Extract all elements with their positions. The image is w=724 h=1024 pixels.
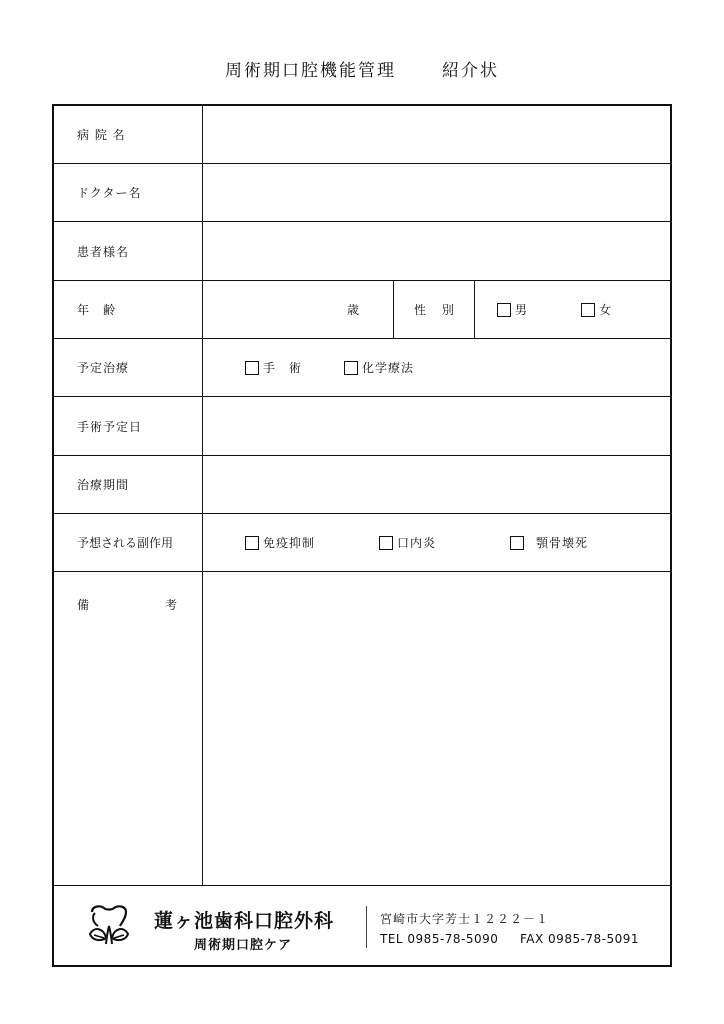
option-necrosis-label: 顎骨壊死 [536,536,589,550]
clinic-footer [54,886,670,965]
field-doctor[interactable] [203,164,670,221]
option-chemo[interactable] [344,339,414,396]
title-sub: 紹介状 [442,61,499,81]
clinic-tel: TEL 0985-78-5090 [380,932,499,946]
checkbox-stomatitis[interactable] [379,536,393,550]
row-period [54,456,670,514]
option-stomatitis-label: 口内炎 [397,536,437,550]
footer-divider [366,906,367,948]
row-side-effects [54,514,670,572]
checkbox-immuno[interactable] [245,536,259,550]
label-remarks-1: 備 [77,598,90,612]
field-period[interactable] [203,456,670,513]
checkbox-male[interactable] [497,303,511,317]
label-sex: 性 別 [414,303,460,317]
row-remarks [54,572,670,886]
label-remarks-2: 考 [165,598,178,612]
label-doctor: ドクター名 [54,164,203,221]
clinic-address: 宮崎市大字芳士１２２２－１ [380,912,550,926]
field-age[interactable] [203,281,670,338]
checkbox-chemo[interactable] [344,361,358,375]
option-stomatitis[interactable] [379,514,436,571]
row-surgery-date [54,397,670,456]
option-surgery[interactable] [245,339,302,396]
label-side-effects: 予想される副作用 [54,514,203,571]
option-immuno-label: 免疫抑制 [263,536,316,550]
option-immuno[interactable] [245,514,315,571]
checkbox-surgery[interactable] [245,361,259,375]
clinic-subtitle: 周術期口腔ケア [194,938,293,953]
row-doctor [54,164,670,222]
referral-form [52,104,672,967]
field-patient[interactable] [203,222,670,280]
checkbox-necrosis[interactable] [510,536,524,550]
option-necrosis[interactable] [510,514,588,571]
label-plan: 予定治療 [54,339,203,396]
title-main: 周術期口腔機能管理 [225,61,396,81]
checkbox-female[interactable] [581,303,595,317]
label-age: 年 齢 [54,281,203,338]
divider-age-sex [393,281,394,338]
label-hospital: 病 院 名 [54,106,203,163]
divider-sex [474,281,475,338]
field-side-effects [203,514,670,571]
label-remarks [54,572,203,885]
row-patient [54,222,670,281]
option-male[interactable] [497,281,528,338]
option-male-label: 男 [515,303,529,317]
option-female-label: 女 [599,303,613,317]
field-hospital[interactable] [203,106,670,163]
field-remarks[interactable] [203,572,670,885]
label-patient: 患者様名 [54,222,203,280]
field-plan [203,339,670,396]
label-period: 治療期間 [54,456,203,513]
form-title [0,56,724,81]
row-plan [54,339,670,397]
option-chemo-label: 化学療法 [362,361,415,375]
row-hospital [54,106,670,164]
field-surgery-date[interactable] [203,397,670,455]
label-surgery-date: 手術予定日 [54,397,203,455]
clinic-fax: FAX 0985-78-5091 [520,932,640,946]
age-unit: 歳 [347,303,360,317]
clinic-name: 蓮ヶ池歯科口腔外科 [154,910,335,932]
clinic-logo-icon [86,904,132,948]
option-female[interactable] [581,281,612,338]
option-surgery-label: 手 術 [263,361,303,375]
row-age-sex [54,281,670,339]
